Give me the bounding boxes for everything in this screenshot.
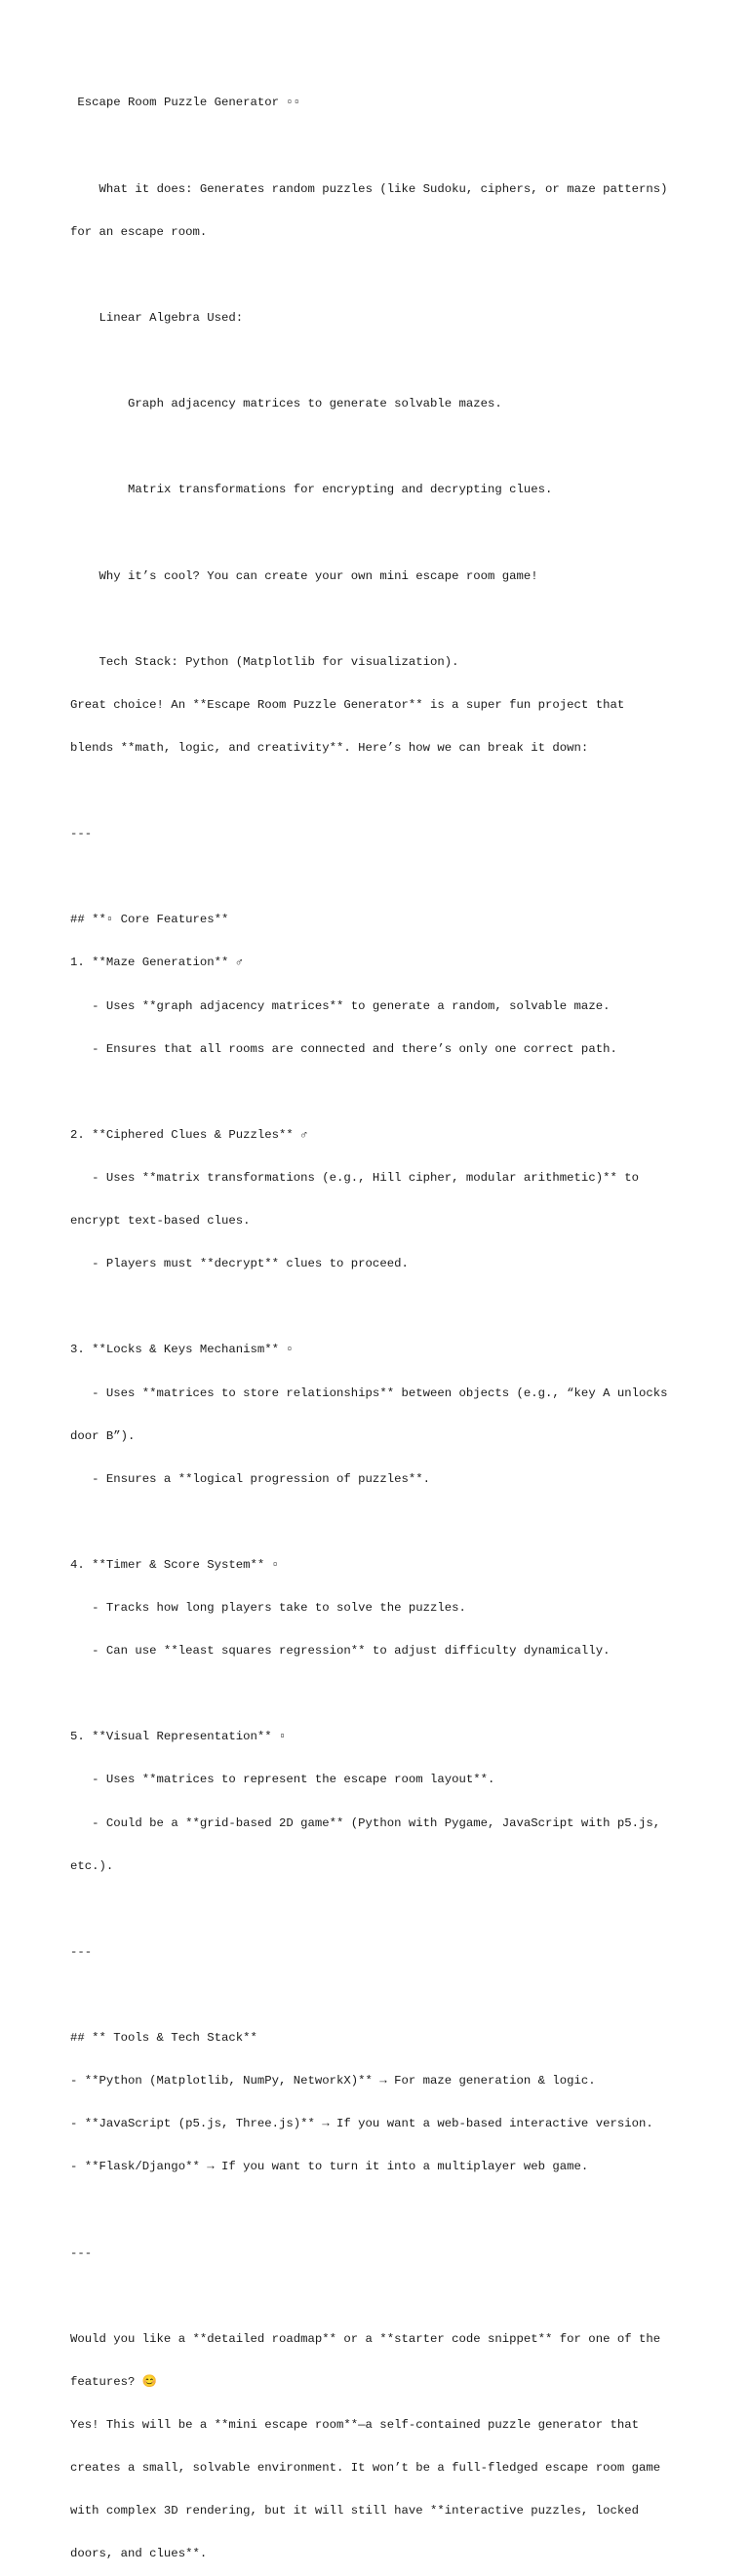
doc-line: Tech Stack: Python (Matplotlib for visualization). <box>70 654 459 669</box>
doc-line <box>70 612 694 627</box>
doc-line <box>70 1988 694 2003</box>
list-item: 5. **Visual Representation** ▫ <box>70 1730 287 1744</box>
list-item: 3. **Locks & Keys Mechanism** ▫ <box>70 1343 294 1357</box>
list-item: encrypt text-based clues. <box>70 1214 251 1229</box>
doc-line <box>70 2289 694 2304</box>
doc-line <box>70 440 694 454</box>
doc-line <box>70 354 694 369</box>
list-item: door B”). <box>70 1428 136 1443</box>
list-item: - Uses **matrices to represent the escape room layout**. <box>70 1773 495 1787</box>
doc-line <box>70 784 694 799</box>
list-item: - Ensures a **logical progression of puzzles**. <box>70 1471 430 1486</box>
doc-line: Graph adjacency matrices to generate solvable mazes. <box>70 397 502 411</box>
doc-line <box>70 139 694 154</box>
list-item: 1. **Maze Generation** ♂ <box>70 956 244 970</box>
list-item: - **Python (Matplotlib, NumPy, NetworkX)** → For maze generation & logic. <box>70 2074 596 2088</box>
list-item: - Could be a **grid-based 2D game** (Python with Pygame, JavaScript with p5.js, <box>70 1815 661 1830</box>
doc-line <box>70 1300 694 1314</box>
list-item: - Uses **matrix transformations (e.g., Hill cipher, modular arithmetic)** to <box>70 1171 639 1185</box>
list-item: - Uses **matrices to store relationships** between objects (e.g., “key A unlocks <box>70 1386 668 1400</box>
list-item: - **Flask/Django** → If you want to turn it into a multiplayer web game. <box>70 2160 589 2174</box>
section-heading: ## **▫ Core Features** <box>70 913 229 927</box>
section-divider: --- <box>70 2245 93 2260</box>
doc-line: Matrix transformations for encrypting and decrypting clues. <box>70 483 553 497</box>
doc-line: creates a small, solvable environment. It won’t be a full-fledged escape room game <box>70 2461 661 2476</box>
doc-line <box>70 2204 694 2218</box>
doc-line: for an escape room. <box>70 224 208 239</box>
list-item: - Players must **decrypt** clues to proceed. <box>70 1257 409 1271</box>
doc-line: with complex 3D rendering, but it will still have **interactive puzzles, locked <box>70 2504 639 2518</box>
doc-line: What it does: Generates random puzzles (like Sudoku, ciphers, or maze patterns) <box>70 181 668 196</box>
doc-line <box>70 268 694 283</box>
list-item: - Uses **graph adjacency matrices** to generate a random, solvable maze. <box>70 998 611 1013</box>
doc-line: Yes! This will be a **mini escape room**—a self-contained puzzle generator that <box>70 2418 639 2433</box>
list-item: 4. **Timer & Score System** ▫ <box>70 1557 280 1572</box>
list-item: - Can use **least squares regression** to adjust difficulty dynamically. <box>70 1644 611 1659</box>
list-item: 2. **Ciphered Clues & Puzzles** ♂ <box>70 1127 308 1142</box>
doc-line: Great choice! An **Escape Room Puzzle Generator** is a super fun project that <box>70 697 625 712</box>
section-heading: ## ** Tools & Tech Stack** <box>70 2031 257 2046</box>
doc-title: Escape Room Puzzle Generator ▫▫ <box>70 96 301 110</box>
doc-line: features? 😊 <box>70 2374 158 2389</box>
doc-line <box>70 526 694 540</box>
doc-line: Why it’s cool? You can create your own mini escape room game! <box>70 568 538 583</box>
doc-line <box>70 1515 694 1530</box>
doc-line: Linear Algebra Used: <box>70 310 244 325</box>
document-body <box>70 67 694 2576</box>
doc-line <box>70 1085 694 1100</box>
doc-line <box>70 1902 694 1917</box>
doc-line: doors, and clues**. <box>70 2547 208 2561</box>
doc-line: Would you like a **detailed roadmap** or a **starter code snippet** for one of the <box>70 2331 661 2346</box>
doc-line <box>70 1687 694 1701</box>
list-item: - Tracks how long players take to solve the puzzles. <box>70 1601 466 1616</box>
doc-line <box>70 870 694 884</box>
list-item: - Ensures that all rooms are connected and there’s only one correct path. <box>70 1041 617 1056</box>
list-item: etc.). <box>70 1858 114 1873</box>
list-item: - **JavaScript (p5.js, Three.js)** → If you want a web-based interactive version. <box>70 2117 653 2131</box>
section-divider: --- <box>70 827 93 841</box>
doc-line: blends **math, logic, and creativity**. Here’s how we can break it down: <box>70 740 589 755</box>
section-divider: --- <box>70 1944 93 1959</box>
